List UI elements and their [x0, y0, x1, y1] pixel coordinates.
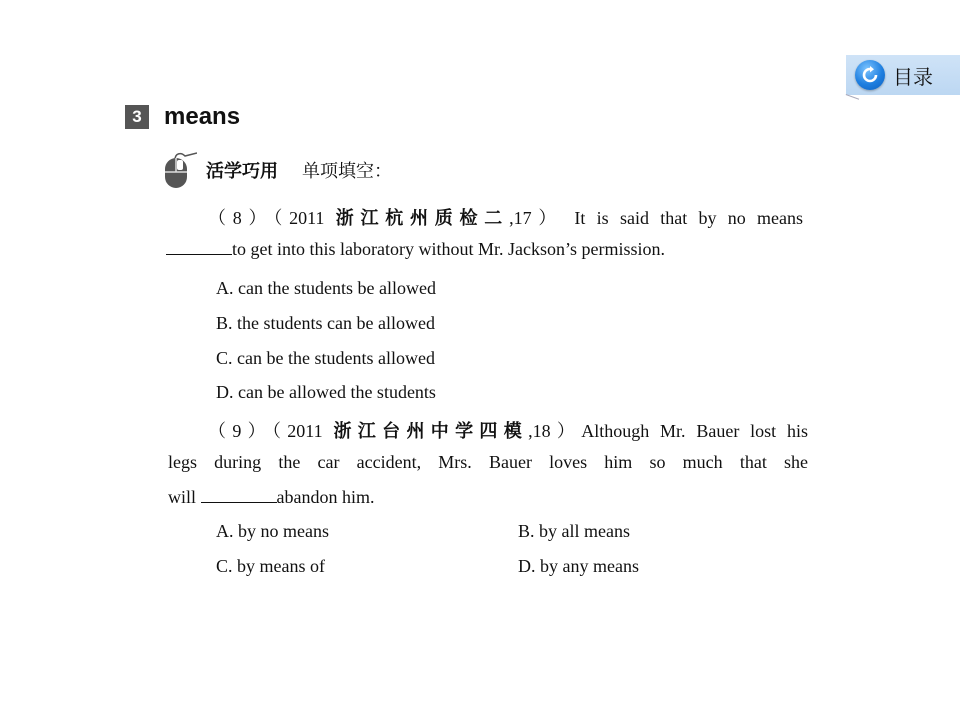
exercise-type: 单项填空：	[302, 161, 392, 182]
question-number: （9）	[208, 421, 272, 441]
question-9-line-2: legs during the car accident, Mrs. Bauer loves him so much that she	[168, 452, 808, 472]
source-open: （2011	[271, 421, 334, 441]
question-text: to get into this laboratory without Mr. Jackson’s permission.	[232, 239, 665, 259]
question-9-line-3	[168, 486, 375, 508]
question-source: 浙江台州中学四模	[333, 421, 529, 442]
mouse-icon	[163, 150, 197, 190]
option-9c[interactable]: C. by means of	[216, 556, 325, 576]
question-8-line-1	[163, 204, 803, 230]
question-source: 浙江杭州质检二	[335, 208, 510, 229]
section-title: means	[164, 103, 241, 130]
question-text: Although Mr. Bauer lost his	[581, 421, 809, 441]
option-9a[interactable]: A. by no means	[216, 521, 329, 541]
option-8a[interactable]: A. can the students be allowed	[216, 278, 436, 298]
exercise-label: 活学巧用	[206, 161, 278, 182]
section-heading	[125, 103, 240, 131]
toc-label: 目录	[893, 64, 933, 89]
answer-blank	[166, 238, 232, 255]
source-close: ,18）	[528, 421, 582, 441]
source-open: （2011	[273, 208, 336, 228]
question-8-line-2	[166, 238, 665, 260]
source-close: ,17）	[509, 208, 564, 228]
answer-blank	[201, 486, 277, 503]
option-8c[interactable]: C. can be the students allowed	[216, 348, 435, 368]
question-text: abandon him.	[276, 487, 375, 507]
question-number: （8）	[208, 208, 274, 228]
question-text: will	[168, 487, 201, 507]
question-text: It is said that by no means	[574, 208, 803, 228]
option-8d[interactable]: D. can be allowed the students	[216, 382, 436, 402]
question-9-line-1	[168, 417, 808, 443]
table-of-contents-button[interactable]	[846, 55, 960, 95]
option-9d[interactable]: D. by any means	[518, 556, 639, 576]
section-number-badge: 3	[125, 105, 149, 129]
option-9b[interactable]: B. by all means	[518, 521, 630, 541]
exercise-heading	[163, 150, 392, 190]
option-8b[interactable]: B. the students can be allowed	[216, 313, 435, 333]
refresh-circle-icon	[855, 60, 885, 90]
